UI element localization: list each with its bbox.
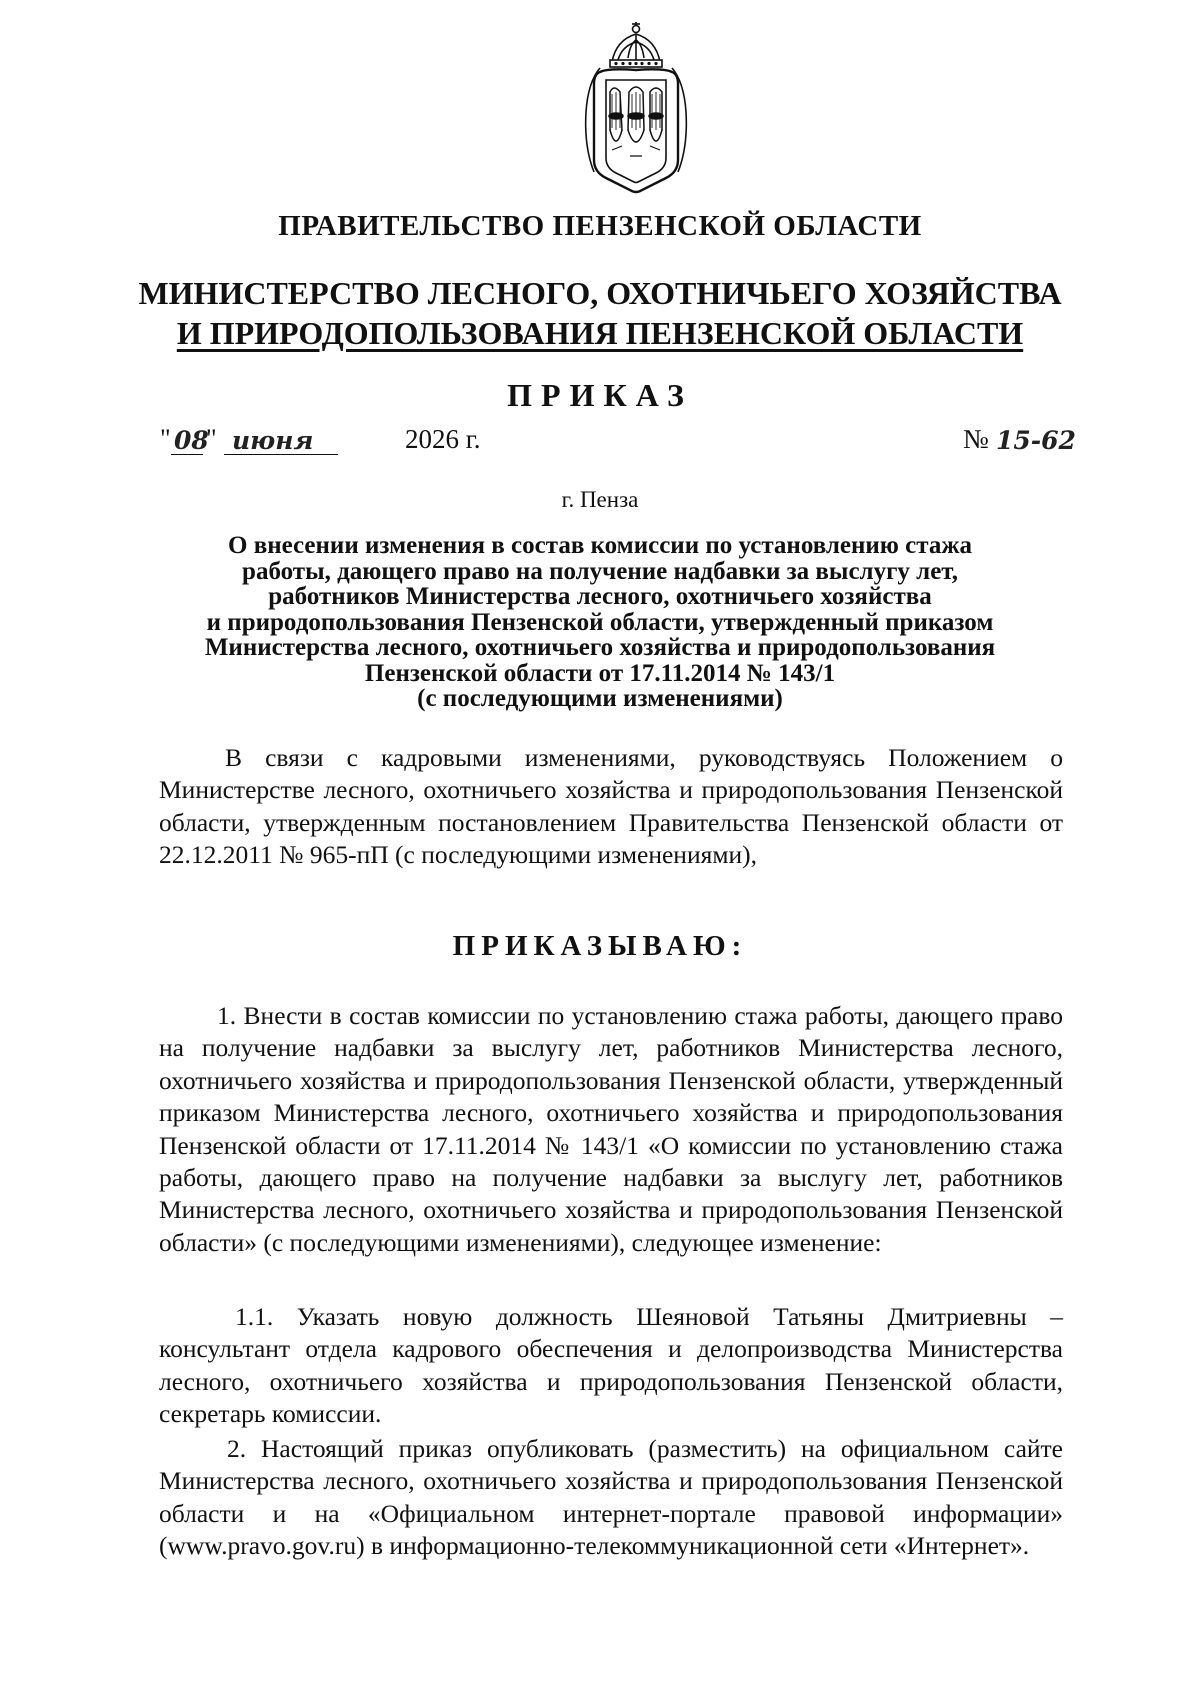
subject-line: (с последующими изменениями) bbox=[417, 685, 783, 712]
ministry-name-line1: МИНИСТЕРСТВО ЛЕСНОГО, ОХОТНИЧЬЕГО ХОЗЯЙСТВА bbox=[138, 275, 1062, 311]
coat-of-arms-emblem bbox=[572, 22, 700, 200]
ministry-name bbox=[0, 273, 1200, 353]
ministry-name-line2: И ПРИРОДОПОЛЬЗОВАНИЯ ПЕНЗЕНСКОЙ ОБЛАСТИ bbox=[176, 315, 1024, 351]
subject-line: Пензенской области от 17.11.2014 № 143/1 bbox=[364, 659, 836, 687]
date-year: 2026 г. bbox=[405, 424, 481, 454]
date-month: июня bbox=[232, 426, 314, 455]
number-label: № bbox=[963, 424, 989, 454]
subject-line: работы, дающего право на получение надбавки за выслугу лет, bbox=[242, 557, 958, 585]
date-month-underline bbox=[224, 454, 338, 455]
subject-line: работников Министерства лесного, охотничьего хозяйства bbox=[268, 583, 932, 610]
subject-heading bbox=[150, 533, 1050, 712]
date-number-row bbox=[160, 424, 1080, 464]
date-day: 08 bbox=[174, 426, 209, 455]
item-1-paragraph: 1. Внести в состав комиссии по установлению стажа работы, дающего право на получение надбавки за выслугу лет, работников Министерства лесного, охотничьего хозяйства и природопользования Пензенской области, утвержденный приказом Министерства лесного, охотничьего хозяйства и природопользования Пензенской области от 17.11.2014 № 143/1 «О комиссии по установлению стажа работы, дающего право на получение надбавки за выслугу лет, работников Министерства лесного, охотничьего хозяйства и природопользования Пензенской области» (с последующими изменениями), следующее изменение: bbox=[159, 1001, 1063, 1257]
city: г. Пенза bbox=[561, 487, 639, 512]
quote-close: " bbox=[206, 424, 217, 453]
subject-line: Министерства лесного, охотничьего хозяйства и природопользования bbox=[204, 634, 996, 661]
date-day-underline bbox=[171, 454, 203, 455]
item-2-paragraph: 2. Настоящий приказ опубликовать (разместить) на официальном сайте Министерства лесного, охотничьего хозяйства и природопользования Пензенской области и на «Официальном интернет-портале правовой информации» (www.pravo.gov.ru) в информационно-телекоммуникационной сети «Интернет». bbox=[159, 1434, 1063, 1561]
quote-open: " bbox=[160, 424, 171, 453]
document-type-title: ПРИКАЗ bbox=[507, 377, 693, 413]
subject-line: и природопользования Пензенской области, утвержденный приказом bbox=[206, 608, 994, 636]
basis-paragraph: В связи с кадровыми изменениями, руководствуясь Положением о Министерстве лесного, охотничьего хозяйства и природопользования Пензенской области, утвержденным постановлением Правительства Пензенской области от 22.12.2011 № 965-пП (с последующими изменениями), bbox=[159, 743, 1063, 870]
document-number: 15-62 bbox=[996, 426, 1076, 455]
order-word: ПРИКАЗЫВАЮ: bbox=[452, 930, 748, 962]
item-1-1-paragraph: 1.1. Указать новую должность Шеяновой Татьяны Дмитриевны – консультант отдела кадрового обеспечения и делопроизводства Министерства лесного, охотничьего хозяйства и природопользования Пензенской области, секретарь комиссии. bbox=[159, 1302, 1063, 1429]
subject-line: О внесении изменения в состав комиссии по установлению стажа bbox=[228, 532, 972, 559]
government-title: ПРАВИТЕЛЬСТВО ПЕНЗЕНСКОЙ ОБЛАСТИ bbox=[278, 210, 922, 242]
